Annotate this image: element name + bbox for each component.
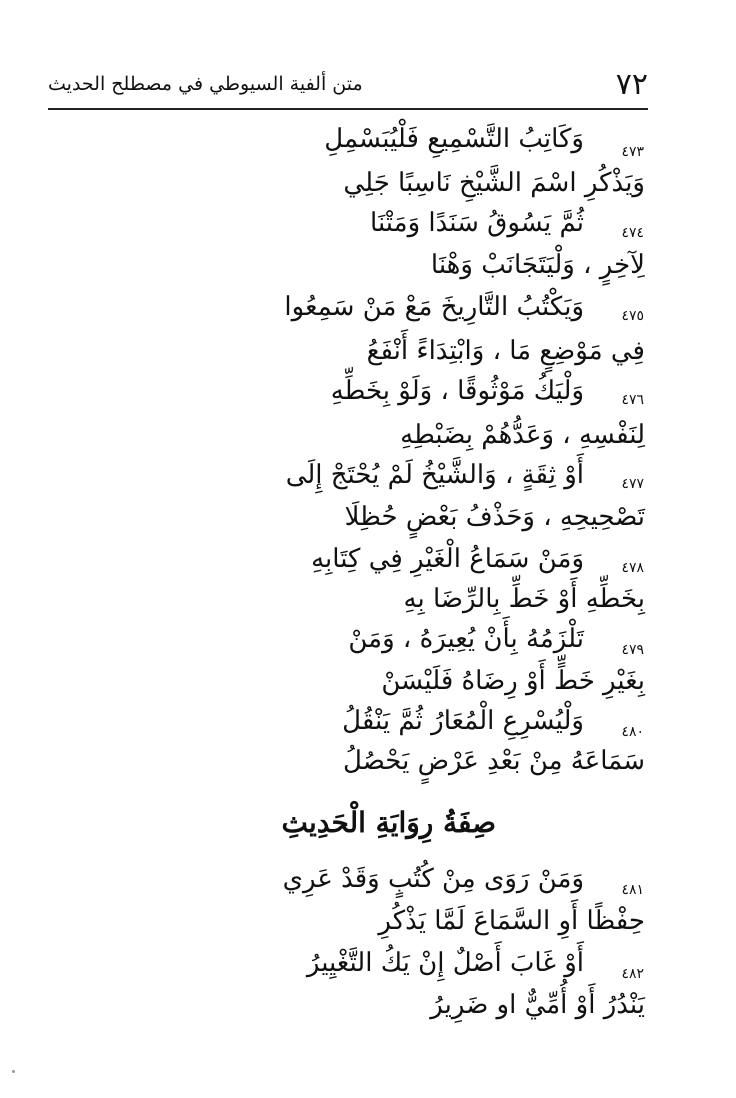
- verse-number: ٤٨٠: [621, 724, 644, 740]
- verse-first-hemistich: وَلْيَكُ مَوْثُوقًا ، وَلَوْ بِخَطِّهِ: [330, 376, 584, 406]
- page-header: [48, 66, 648, 102]
- verse-second-hemistich: يَنْدُرُ أَوْ أُمِّيٌّ او ضَرِيرُ: [430, 990, 645, 1020]
- verse-number: ٤٨٢: [621, 966, 644, 982]
- verse-number: ٤٧٣: [621, 144, 644, 160]
- section-heading: صِفَةُ رِوَايَةِ الْحَدِيثِ: [281, 806, 496, 839]
- verse-number: ٤٧٩: [621, 642, 644, 658]
- verse-first-hemistich: أَوْ ثِقَةٍ ، وَالشَّيْخُ لَمْ يُحْتَجْ إِلَى: [285, 460, 584, 490]
- verse-number: ٤٧٦: [621, 392, 644, 408]
- verse-first-hemistich: وَمَنْ رَوَى مِنْ كُتُبٍ وَقَدْ عَرِي: [282, 864, 584, 894]
- verse-second-hemistich: لِآخِرٍ ، وَلْيَتَجَانَبْ وَهْنَا: [430, 250, 645, 280]
- verse-second-hemistich: لِنَفْسِهِ ، وَعَدُّهُمْ بِضَبْطِهِ: [400, 420, 645, 450]
- verse-first-hemistich: وَمَنْ سَمَاعُ الْغَيْرِ فِي كِتَابِهِ: [311, 544, 584, 574]
- scan-speck: [12, 1070, 15, 1073]
- verse-second-hemistich: سَمَاعَهُ مِنْ بَعْدِ عَرْضٍ يَحْصُلُ: [343, 746, 645, 776]
- verse-second-hemistich: بِخَطِّهِ أَوْ خَطِّ بِالرِّضَا بِهِ: [403, 584, 645, 614]
- verse-first-hemistich: وَكَاتِبُ التَّسْمِيعِ فَلْيُبَسْمِلِ: [324, 124, 584, 154]
- verse-second-hemistich: حِفْظًا أَوِ السَّمَاعَ لَمَّا يَذْكُرِ: [378, 906, 645, 936]
- verse-number: ٤٧٧: [621, 476, 644, 492]
- verse-first-hemistich: ثُمَّ يَسُوقُ سَنَدًا وَمَتْنَا: [370, 208, 584, 238]
- verse-second-hemistich: وَيَذْكُرِ اسْمَ الشَّيْخِ نَاسِبًا جَلِي: [343, 168, 645, 198]
- page-number: ٧٢: [615, 66, 648, 102]
- verse-number: ٤٧٤: [621, 225, 644, 241]
- verse-number: ٤٨١: [621, 882, 644, 898]
- verse-second-hemistich: تَصْحِيحِهِ ، وَحَذْفُ بَعْضٍ حُظِلَا: [344, 502, 645, 532]
- verse-first-hemistich: أَوْ غَابَ أَصْلٌ إِنْ يَكُ التَّغْيِيرُ: [306, 948, 584, 978]
- header-rule: [48, 108, 648, 110]
- verse-second-hemistich: بِغَيْرِ خَطٍّ أَوْ رِضَاهُ فَلَيْسَنْ: [381, 666, 645, 696]
- verse-first-hemistich: تَلْزَمُهُ بِأَنْ يُعِيرَهُ ، وَمَنْ: [348, 624, 584, 654]
- verse-first-hemistich: وَلْيُسْرِعِ الْمُعَارُ ثُمَّ يَنْقُلُ: [342, 706, 584, 736]
- verse-second-hemistich: فِي مَوْضِعٍ مَا ، وَابْتِدَاءً أَنْفَعُ: [366, 336, 645, 366]
- verse-first-hemistich: وَيَكْتُبُ التَّارِيخَ مَعْ مَنْ سَمِعُوا: [284, 292, 584, 322]
- running-title: متن ألفية السيوطي في مصطلح الحديث: [48, 73, 363, 95]
- verse-number: ٤٧٨: [621, 560, 644, 576]
- verse-number: ٤٧٥: [621, 308, 644, 324]
